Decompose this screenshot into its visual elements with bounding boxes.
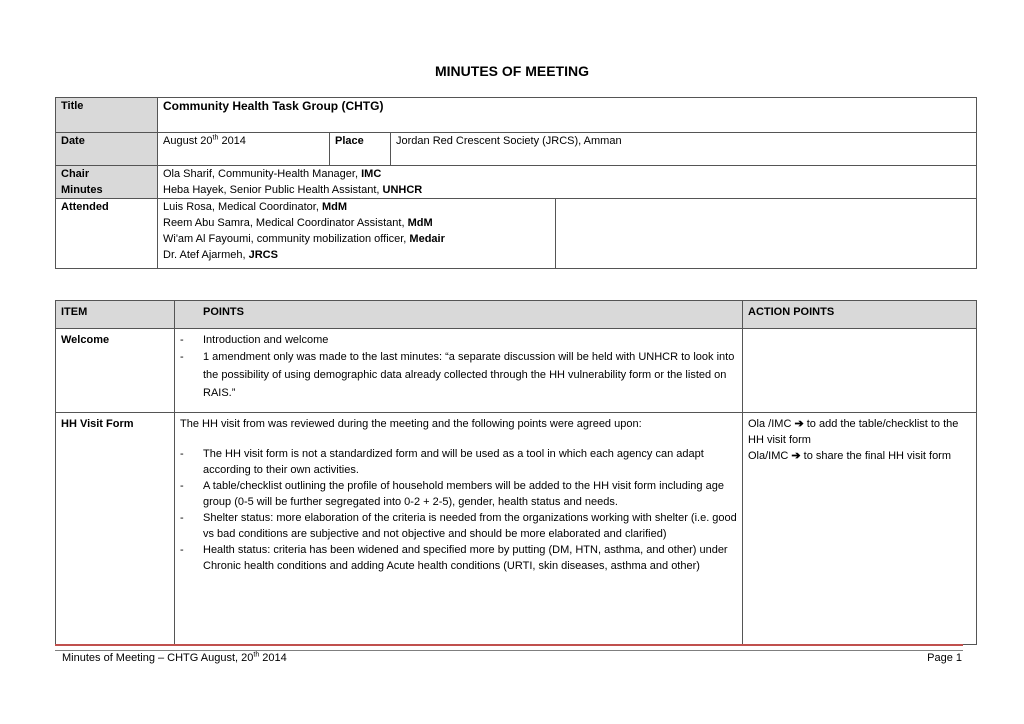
hh-visit-points (175, 413, 743, 645)
title-label: Title (56, 98, 158, 133)
header-item: ITEM (56, 301, 175, 329)
header-action-points: ACTION POINTS (743, 301, 977, 329)
chair-minutes-value (158, 166, 977, 199)
list-item: - Shelter status: more elaboration of the criteria is needed from the organizations working with shelter (i.e. good vs bad conditions are subjective and not objective and should be more elaborated and clarified) (180, 510, 737, 542)
hh-visit-actions (743, 413, 977, 645)
minutes-label: Minutes (61, 184, 103, 196)
attendee: Dr. Atef Ajarmeh, JRCS (163, 249, 278, 261)
attendee: Luis Rosa, Medical Coordinator, MdM (163, 201, 348, 213)
chair-minutes-label (56, 166, 158, 199)
chair-label: Chair (61, 168, 90, 180)
welcome-label: Welcome (56, 329, 175, 413)
list-item: - A table/checklist outlining the profile of household members will be added to the HH visit form including age group (0-5 will be further segregated into 0-2 + 2-5), gender, health status and needs. (180, 478, 737, 510)
date-value: August 20th 2014 (158, 133, 330, 166)
minutes-value: Heba Hayek, Senior Public Health Assistant, UNHCR (163, 184, 423, 196)
list-item: - Introduction and welcome (180, 332, 737, 348)
attendee: Reem Abu Samra, Medical Coordinator Assistant, MdM (163, 217, 433, 229)
page-number: Page 1 (927, 652, 962, 664)
list-item: - 1 amendment only was made to the last minutes: “a separate discussion will be held with UNHCR to look into the possibility of using demographic data already collected through the HH vulnerability form or the listed on RAIS.” (180, 348, 737, 402)
meeting-info-table (55, 97, 977, 269)
page-title: MINUTES OF MEETING (435, 63, 589, 79)
title-value: Community Health Task Group (CHTG) (158, 98, 977, 133)
place-label: Place (330, 133, 391, 166)
footer-doc-label: Minutes of Meeting – CHTG August, 20th 2014 (62, 651, 287, 664)
arrow-right-icon: ➔ (791, 450, 801, 462)
arrow-right-icon: ➔ (794, 418, 804, 430)
hh-visit-intro: The HH visit from was reviewed during the meeting and the following points were agreed upon: (180, 418, 642, 430)
header-points: POINTS (175, 301, 743, 329)
action-point: Ola /IMC ➔ to add the table/checklist to the HH visit form (748, 418, 959, 446)
list-item: - Health status: criteria has been widened and specified more by putting (DM, HTN, asthma, and other) under Chronic health conditions and adding Acute health conditions (URTI, skin diseases, asthma and other) (180, 542, 737, 574)
footer-divider (55, 644, 963, 651)
place-value: Jordan Red Crescent Society (JRCS), Amman (391, 133, 977, 166)
hh-visit-label: HH Visit Form (56, 413, 175, 645)
chair-value: Ola Sharif, Community-Health Manager, IMC (163, 168, 382, 180)
attended-label: Attended (56, 199, 158, 269)
attendee: Wi'am Al Fayoumi, community mobilization officer, Medair (163, 233, 445, 245)
attended-list (158, 199, 556, 269)
list-item: - The HH visit form is not a standardized form and will be used as a tool in which each agency can adapt according to their own activities. (180, 446, 737, 478)
welcome-points (175, 329, 743, 413)
welcome-actions (743, 329, 977, 413)
action-point: Ola/IMC ➔ to share the final HH visit form (748, 450, 952, 462)
date-label: Date (56, 133, 158, 166)
agenda-items-table (55, 300, 977, 645)
attended-empty-cell (556, 199, 977, 269)
